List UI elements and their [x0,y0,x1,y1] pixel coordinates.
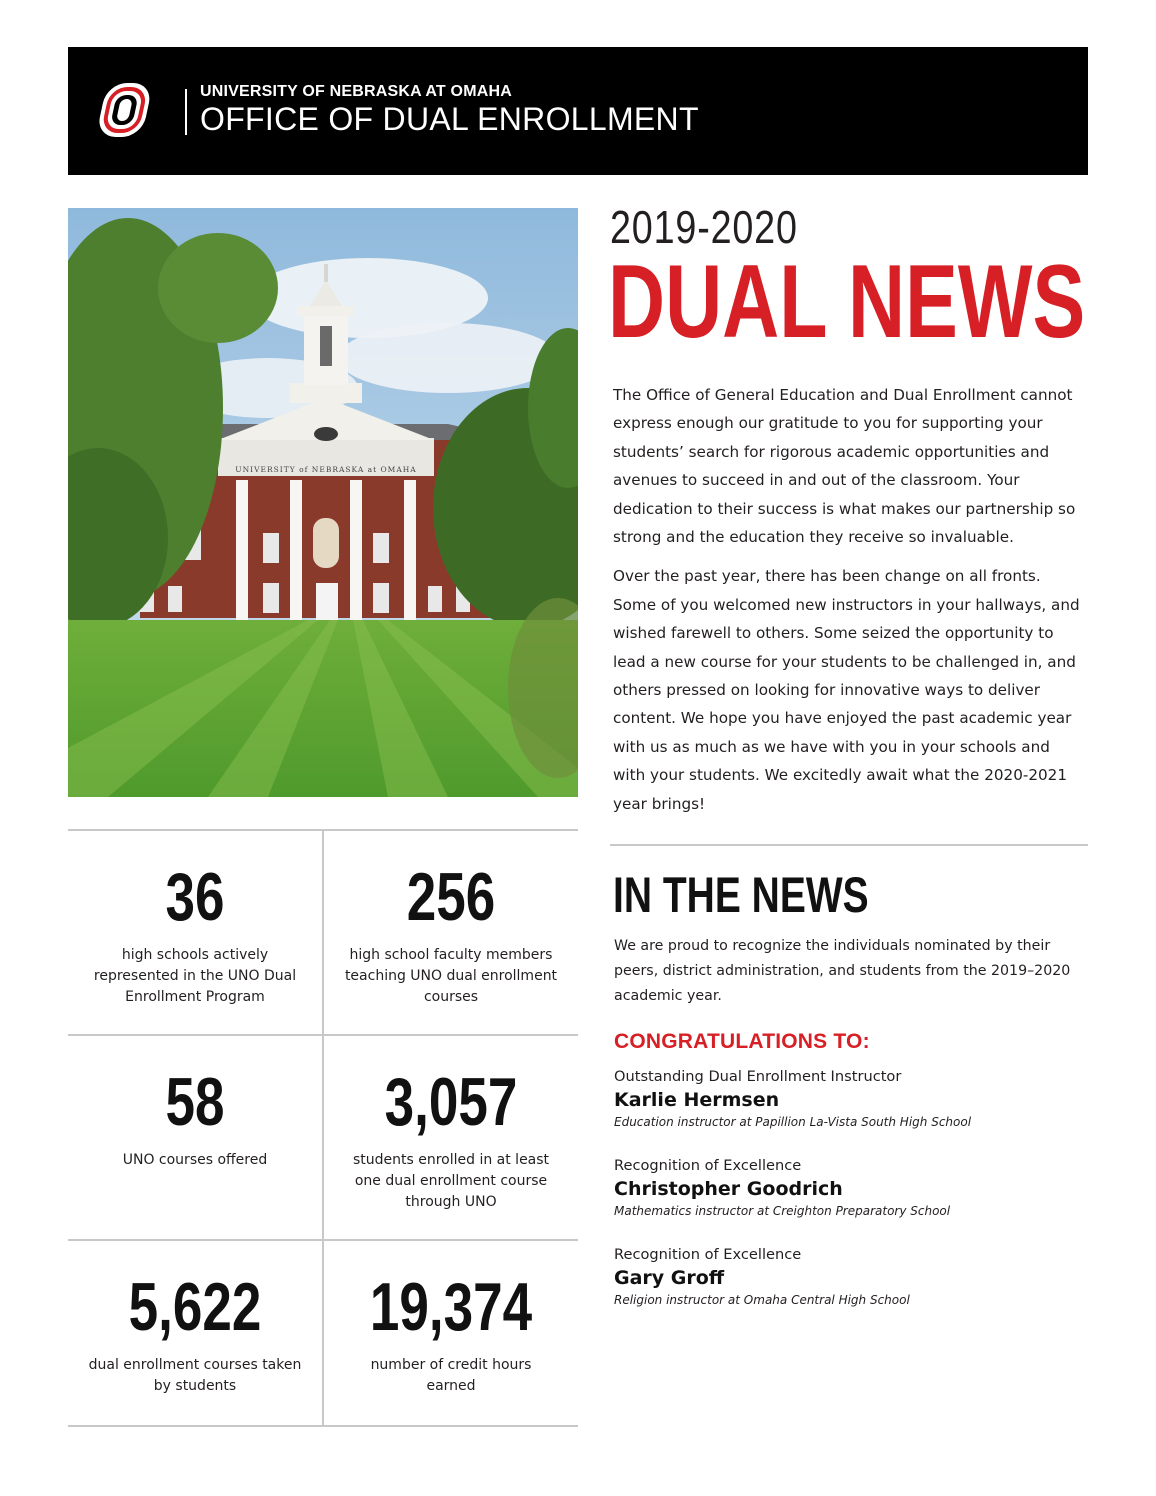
award-recipient: Karlie Hermsen [614,1089,780,1111]
uno-o-logo-icon [96,79,158,141]
stat-number: 256 [406,859,496,935]
stat-students-enrolled [324,1064,578,1213]
stat-number: 36 [165,859,225,935]
stat-high-schools [68,859,322,1008]
stat-number: 5,622 [128,1269,262,1345]
stat-label: dual enrollment courses taken by students [88,1357,302,1394]
campus-building-photo [68,208,578,797]
award-entry [614,1156,1084,1220]
stat-label: high school faculty members teaching UNO dual enrollment courses [344,947,558,1005]
award-category: Outstanding Dual Enrollment Instructor [614,1068,902,1085]
intro-text [613,381,1083,829]
stat-number: 58 [165,1064,225,1140]
stats-grid [68,829,578,1427]
university-name: UNIVERSITY OF NEBRASKA AT OMAHA [200,83,512,100]
office-name: OFFICE OF DUAL ENROLLMENT [200,101,699,137]
award-recipient: Christopher Goodrich [614,1178,843,1200]
award-description: Religion instructor at Omaha Central High School [614,1293,910,1307]
newsletter-title: DUAL NEWS [608,244,1086,360]
section-divider [610,844,1088,846]
stat-faculty [324,859,578,1008]
news-intro-text: We are proud to recognize the individuals nominated by their peers, district administration, and students from the 2019–2020 academic year. [614,938,1071,1004]
stat-number: 19,374 [369,1269,533,1345]
stat-label: UNO courses offered [122,1152,268,1168]
stat-label: number of credit hours earned [370,1357,532,1394]
intro-paragraph-1: The Office of General Education and Dual Enrollment cannot express enough our gratitude to you for supporting your students’ search for rigorous academic opportunities and avenues to succeed in and out of the classroom. Your dedication to their success is what makes our partnership so strong and the education they receive so invaluable. [613,386,1076,547]
issue-year: 2019-2020 [610,201,798,253]
award-category: Recognition of Excellence [614,1157,802,1174]
stat-number: 3,057 [384,1064,518,1140]
logo-divider [185,89,187,135]
award-recipient: Gary Groff [614,1267,725,1289]
stat-courses-taken [68,1269,322,1397]
award-category: Recognition of Excellence [614,1246,802,1263]
stat-courses-offered [68,1064,322,1171]
award-entry [614,1245,1084,1309]
congratulations-heading: CONGRATULATIONS TO: [614,1030,870,1053]
stat-label: high schools actively represented in the UNO Dual Enrollment Program [93,947,297,1005]
award-entry [614,1067,1084,1131]
stat-credit-hours [324,1269,578,1397]
in-the-news-heading: IN THE NEWS [613,867,869,923]
building-sign: UNIVERSITY of NEBRASKA at OMAHA [235,465,417,474]
intro-paragraph-2: Over the past year, there has been change on all fronts. Some of you welcomed new instructors in your hallways, and wished farewell to others. Some seized the opportunity to lead a new course for your students to be challenged in, and others pressed on looking for innovative ways to deliver content. We hope you have enjoyed the past academic year with us as much as we have with you in your schools and with your students. We excitedly await what the 2020-2021 year brings! [613,567,1080,813]
award-description: Education instructor at Papillion La-Vista South High School [614,1115,972,1129]
stat-label: students enrolled in at least one dual enrollment course through UNO [352,1152,550,1210]
award-description: Mathematics instructor at Creighton Preparatory School [614,1204,951,1218]
header-banner [68,47,1088,175]
